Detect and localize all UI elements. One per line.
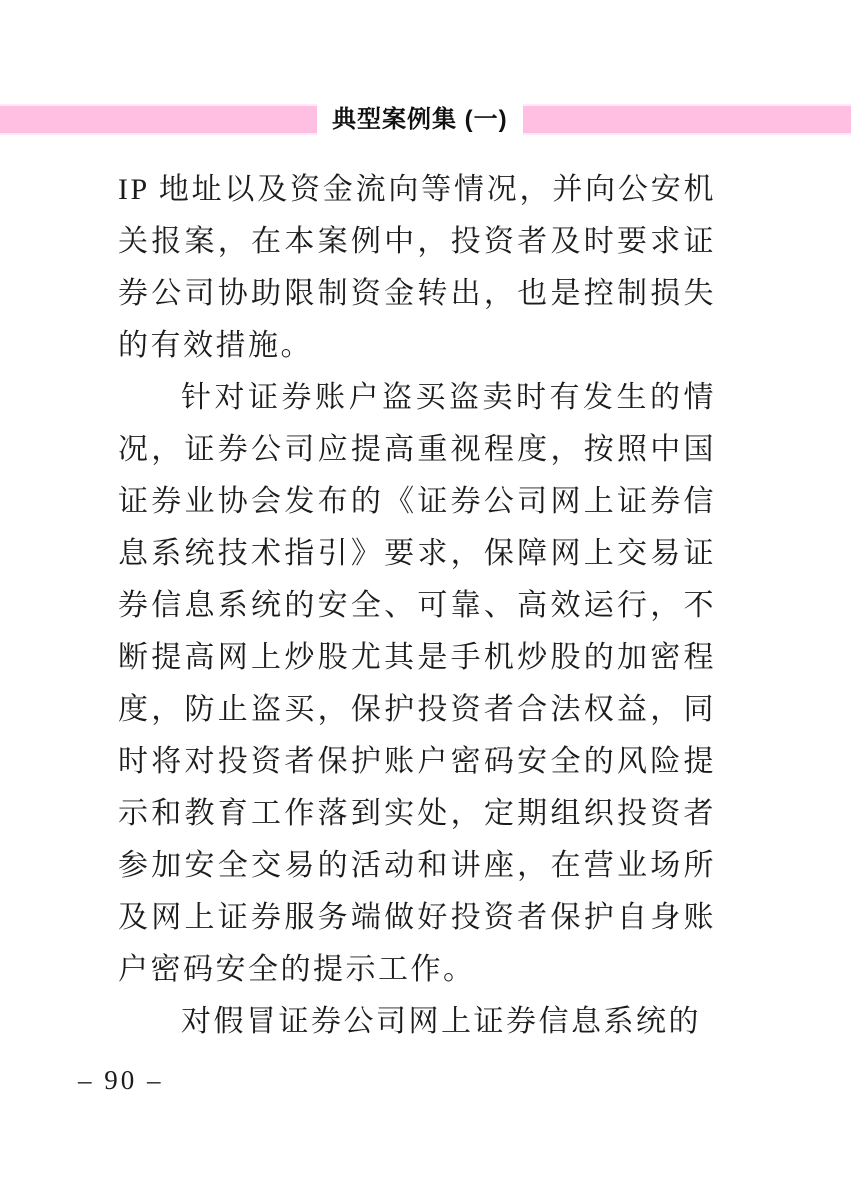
paragraph: 对假冒证券公司网上证券信息系统的 xyxy=(181,1005,701,1038)
header-band-right-bar xyxy=(523,106,851,133)
header-band xyxy=(0,106,851,133)
page-header-title: 典型案例集 (一) xyxy=(317,106,523,133)
paragraph: IP 地址以及资金流向等情况，并向公安机关报案，在本案例中，投资者及时要求证券公司协助限制资金转出，也是控制损失的有效措施。 xyxy=(118,173,716,362)
body-text-block xyxy=(118,164,716,1048)
header-band-left-bar xyxy=(0,106,317,133)
paragraph: 针对证券账户盗买盗卖时有发生的情况，证券公司应提高重视程度，按照中国证券业协会发布的《证券公司网上证券信息系统技术指引》要求，保障网上交易证券信息系统的安全、可靠、高效运行，不断提高网上炒股尤其是手机炒股的加密程度，防止盗买，保护投资者合法权益，同时将对投资者保护账户密码安全的风险提示和教育工作落到实处，定期组织投资者参加安全交易的活动和讲座，在营业场所及网上证券服务端做好投资者保护自身账户密码安全的提示工作。 xyxy=(118,381,716,986)
page-number: – 90 – xyxy=(78,1065,164,1095)
